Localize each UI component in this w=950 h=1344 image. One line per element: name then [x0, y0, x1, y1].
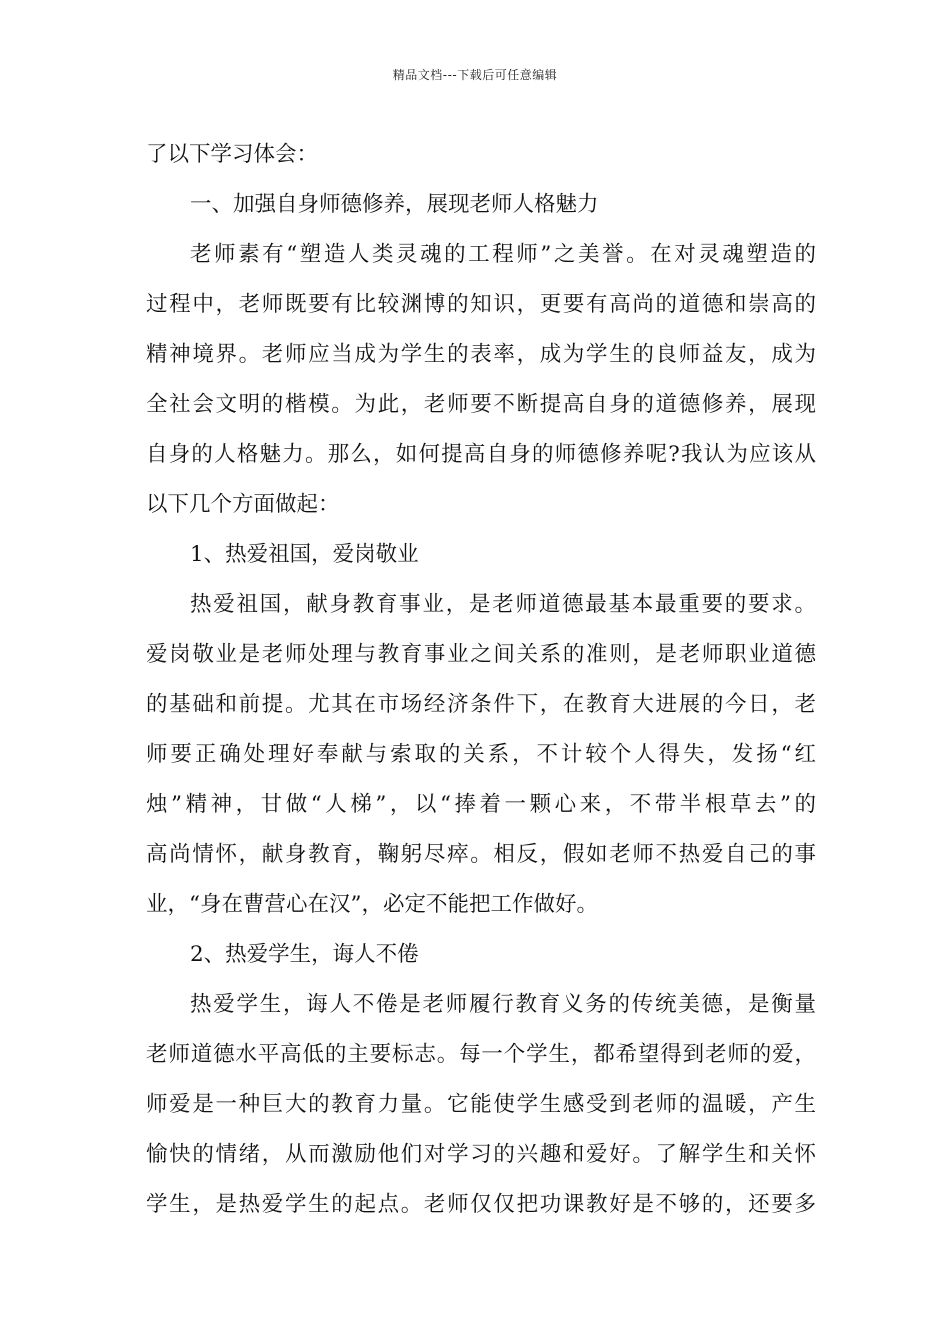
- text-line: 热爱学生，诲人不倦是老师履行教育义务的传统美德，是衡量: [190, 992, 816, 1017]
- text-line: 以下几个方面做起：: [146, 492, 340, 517]
- page-header: 精品文档---下载后可任意编辑: [392, 68, 558, 82]
- text-line: 一、加强自身师德修养，展现老师人格魅力: [190, 192, 599, 217]
- text-line: 老师素有“塑造人类灵魂的工程师”之美誉。在对灵魂塑造的: [190, 242, 816, 267]
- text-line: 热爱祖国，献身教育事业，是老师道德最基本最重要的要求。: [190, 592, 816, 617]
- text-line: 师爱是一种巨大的教育力量。它能使学生感受到老师的温暖，产生: [146, 1092, 816, 1117]
- text-line: 精神境界。老师应当成为学生的表率，成为学生的良师益友，成为: [146, 342, 816, 367]
- text-line: 烛”精神，甘做“人梯”，以“捧着一颗心来，不带半根草去”的: [146, 792, 816, 817]
- text-line: 1、热爱祖国，爱岗敬业: [190, 542, 419, 567]
- text-line: 过程中，老师既要有比较渊博的知识，更要有高尚的道德和崇高的: [146, 292, 816, 317]
- text-line: 爱岗敬业是老师处理与教育事业之间关系的准则，是老师职业道德: [146, 642, 816, 667]
- text-line: 高尚情怀，献身教育，鞠躬尽瘁。相反，假如老师不热爱自己的事: [146, 842, 816, 867]
- text-line: 老师道德水平高低的主要标志。每一个学生，都希望得到老师的爱，: [146, 1042, 816, 1067]
- text-line: 2、热爱学生，诲人不倦: [190, 942, 419, 967]
- text-line: 学生，是热爱学生的起点。老师仅仅把功课教好是不够的，还要多: [146, 1192, 816, 1217]
- text-line: 全社会文明的楷模。为此，老师要不断提高自身的道德修养，展现: [146, 392, 816, 417]
- text-line: 愉快的情绪，从而激励他们对学习的兴趣和爱好。了解学生和关怀: [146, 1142, 816, 1167]
- text-line: 业，“身在曹营心在汉”，必定不能把工作做好。: [146, 892, 598, 917]
- document-body: [146, 130, 816, 1230]
- text-line: 了以下学习体会：: [146, 142, 319, 167]
- text-line: 自身的人格魅力。那么，如何提高自身的师德修养呢?我认为应该从: [146, 442, 816, 467]
- text-line: 的基础和前提。尤其在市场经济条件下，在教育大进展的今日，老: [146, 692, 816, 717]
- text-line: 师要正确处理好奉献与索取的关系，不计较个人得失，发扬“红: [146, 742, 816, 767]
